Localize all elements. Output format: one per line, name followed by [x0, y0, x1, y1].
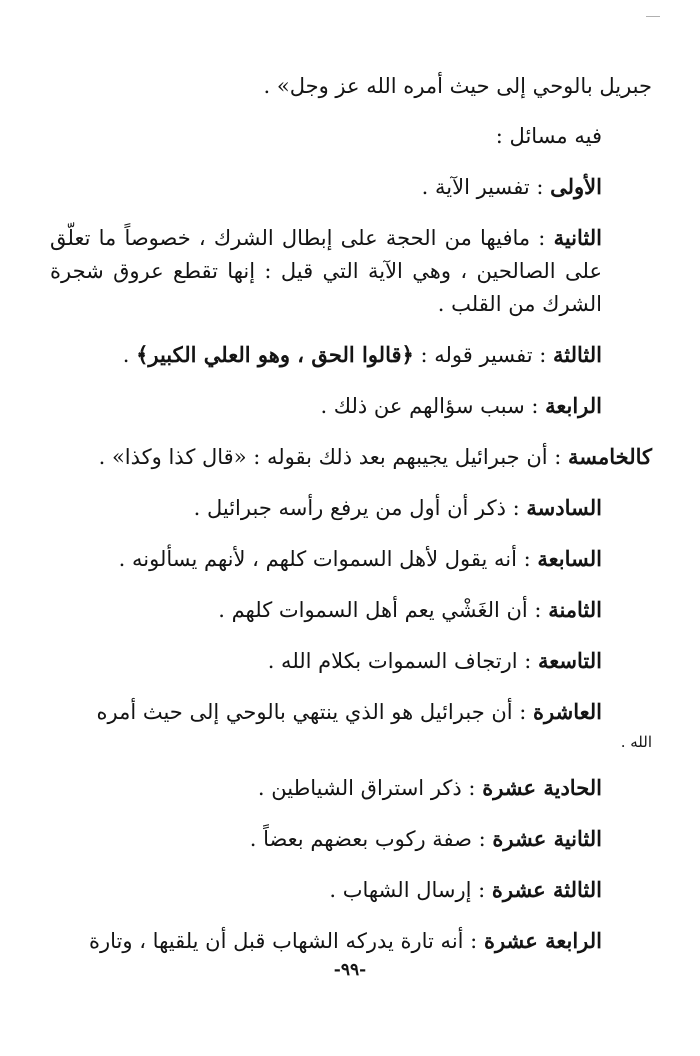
issue-text: : ارتجاف السموات بكلام الله . [267, 649, 539, 673]
issue-item [50, 542, 652, 576]
issue-label: العاشرة [533, 699, 602, 724]
issue-item [50, 170, 652, 204]
issue-text: : أن جبرائيل يجيبهم بعد ذلك بقوله : «قال كذا وكذا» . [98, 445, 568, 469]
issue-label: الثانية عشرة [492, 826, 602, 851]
issue-text: : سبب سؤالهم عن ذلك . [320, 394, 546, 418]
issue-text: : صفة ركوب بعضهم بعضاً . [249, 827, 493, 851]
issue-label: الثالثة عشرة [491, 877, 602, 902]
page-body [50, 70, 652, 975]
issue-text: : ذكر أن أول من يرفع رأسه جبرائيل . [193, 496, 527, 520]
issue-item-continuation [50, 731, 652, 753]
issue-label: الثامنة [548, 597, 602, 622]
issue-label: التاسعة [538, 648, 602, 673]
issue-item [50, 440, 652, 474]
issue-item [50, 873, 652, 907]
issue-label: الرابعة عشرة [483, 928, 602, 953]
corner-mark [646, 16, 660, 17]
issue-label: الثانية [553, 225, 602, 250]
issue-text: : ذكر استراق الشياطين . [257, 776, 483, 800]
issue-item [50, 593, 652, 627]
issue-text: : تفسير الآية . [421, 175, 551, 199]
issue-item [50, 491, 652, 525]
issue-text: : إرسال الشهاب . [329, 878, 492, 902]
continuation-text: جبريل بالوحي إلى حيث أمره الله عز وجل» . [263, 74, 652, 98]
issues-intro-text: فيه مسائل : [495, 124, 602, 148]
issue-item [50, 221, 652, 321]
issue-text: : تفسير قوله : [413, 343, 554, 367]
issue-label: الحادية عشرة [482, 775, 602, 800]
page-number: -٩٩- [333, 960, 367, 980]
issues-intro [50, 120, 652, 153]
issue-text: : أن الغَشْي يعم أهل السموات كلهم . [218, 598, 549, 622]
issue-item [50, 771, 652, 805]
issue-label: السادسة [526, 495, 602, 520]
issue-item [50, 338, 652, 372]
issue-label: السابعة [537, 546, 602, 571]
issue-text: : أنه تارة يدركه الشهاب قبل أن يلقيها ، وتارة [89, 929, 484, 953]
issue-item [50, 389, 652, 423]
issue-label: الأولى [550, 174, 602, 199]
continuation-line [50, 70, 652, 103]
issue-item [50, 822, 652, 856]
issue-text: : أنه يقول لأهل السموات كلهم ، لأنهم يسألونه . [118, 547, 538, 571]
issue-text: : أن جبرائيل هو الذي ينتهي بالوحي إلى حيث أمره [96, 700, 534, 724]
issue-item [50, 644, 652, 678]
issue-label: الرابعة [545, 393, 602, 418]
issue-item [50, 924, 652, 958]
issue-text-tail: الله . [620, 733, 652, 751]
issue-label: الثالثة [553, 342, 602, 367]
issue-item [50, 695, 652, 729]
quran-quote: ﴿قالوا الحق ، وهو العلي الكبير﴾ [136, 342, 414, 367]
issue-text-end: . [122, 343, 137, 367]
issue-label: كالخامسة [568, 444, 652, 469]
issue-text: : مافيها من الحجة على إبطال الشرك ، خصوصاً ما تعلّق على الصالحين ، وهي الآية التي قيل : إنها تقطع عروق شجرة الشرك من القلب . [50, 226, 602, 316]
